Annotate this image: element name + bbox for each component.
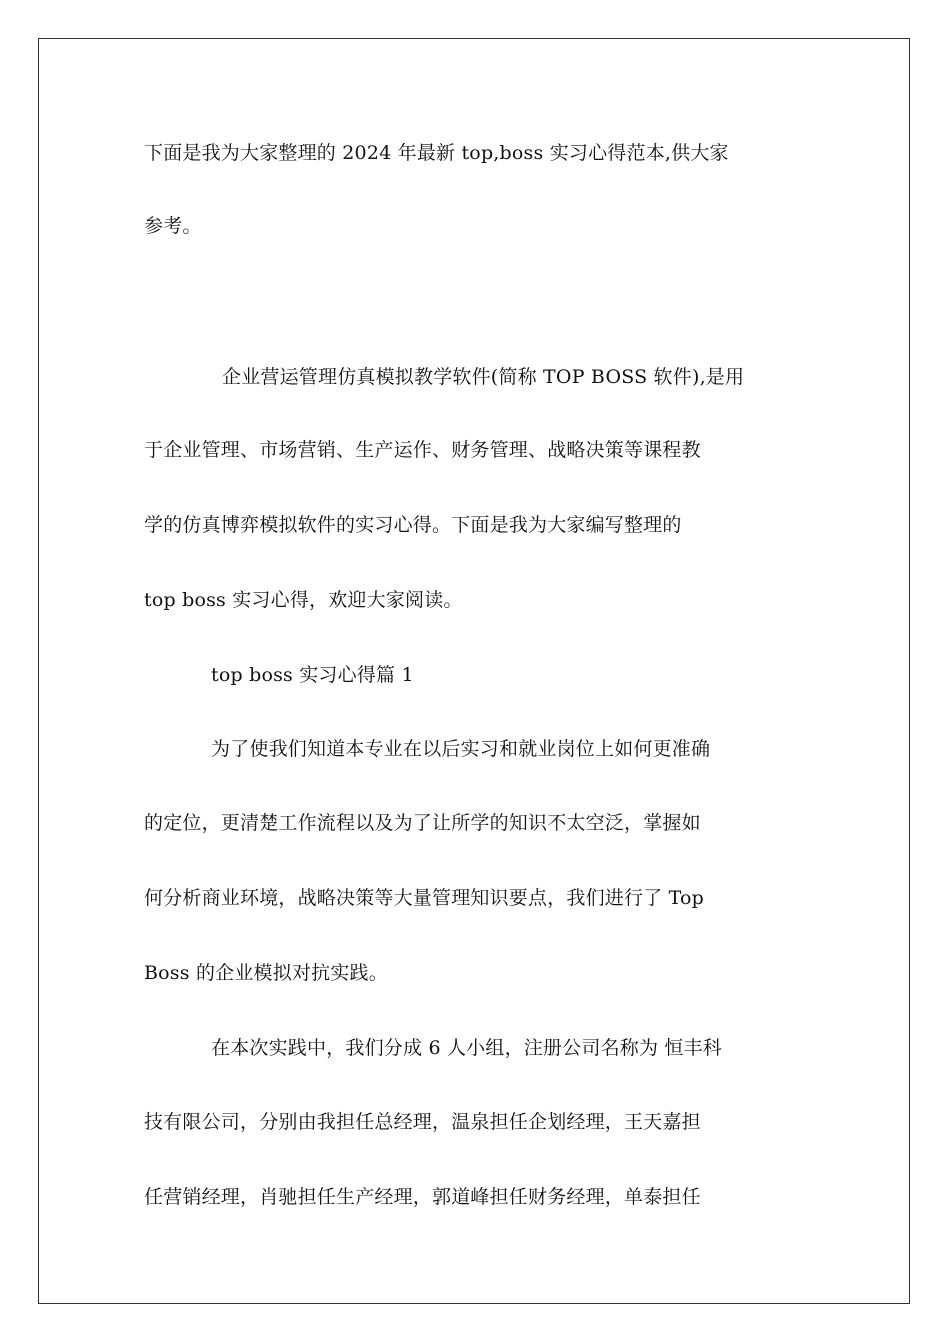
paragraph-line-purpose-1: 为了使我们知道本专业在以后实习和就业岗位上如何更准确 — [211, 738, 711, 760]
paragraph-line-purpose-2: 的定位，更清楚工作流程以及为了让所学的知识不太空泛，掌握如 — [144, 812, 701, 834]
paragraph-line-team-1: 在本次实践中，我们分成 6 人小组，注册公司名称为 恒丰科 — [211, 1037, 723, 1059]
paragraph-line-purpose-3: 何分析商业环境，战略决策等大量管理知识要点，我们进行了 Top — [144, 887, 705, 909]
paragraph-line-software-3: 学的仿真博弈模拟软件的实习心得。下面是我为大家编写整理的 — [144, 514, 682, 536]
paragraph-line-software-1: 企业营运管理仿真模拟教学软件(简称 TOP BOSS 软件),是用 — [222, 366, 745, 388]
paragraph-line-team-2: 技有限公司，分别由我担任总经理，温泉担任企划经理，王天嘉担 — [144, 1111, 701, 1133]
paragraph-line-purpose-4: Boss 的企业模拟对抗实践。 — [144, 962, 388, 984]
paragraph-line-team-3: 任营销经理，肖驰担任生产经理，郭道峰担任财务经理，单泰担任 — [144, 1186, 701, 1208]
paragraph-line-software-2: 于企业管理、市场营销、生产运作、财务管理、战略决策等课程教 — [144, 439, 701, 461]
paragraph-line-software-4: top boss 实习心得，欢迎大家阅读。 — [144, 589, 463, 611]
section-heading: top boss 实习心得篇 1 — [211, 664, 414, 686]
paragraph-line-intro-1: 下面是我为大家整理的 2024 年最新 top,boss 实习心得范本,供大家 — [144, 142, 729, 164]
paragraph-line-intro-2: 参考。 — [144, 215, 202, 237]
